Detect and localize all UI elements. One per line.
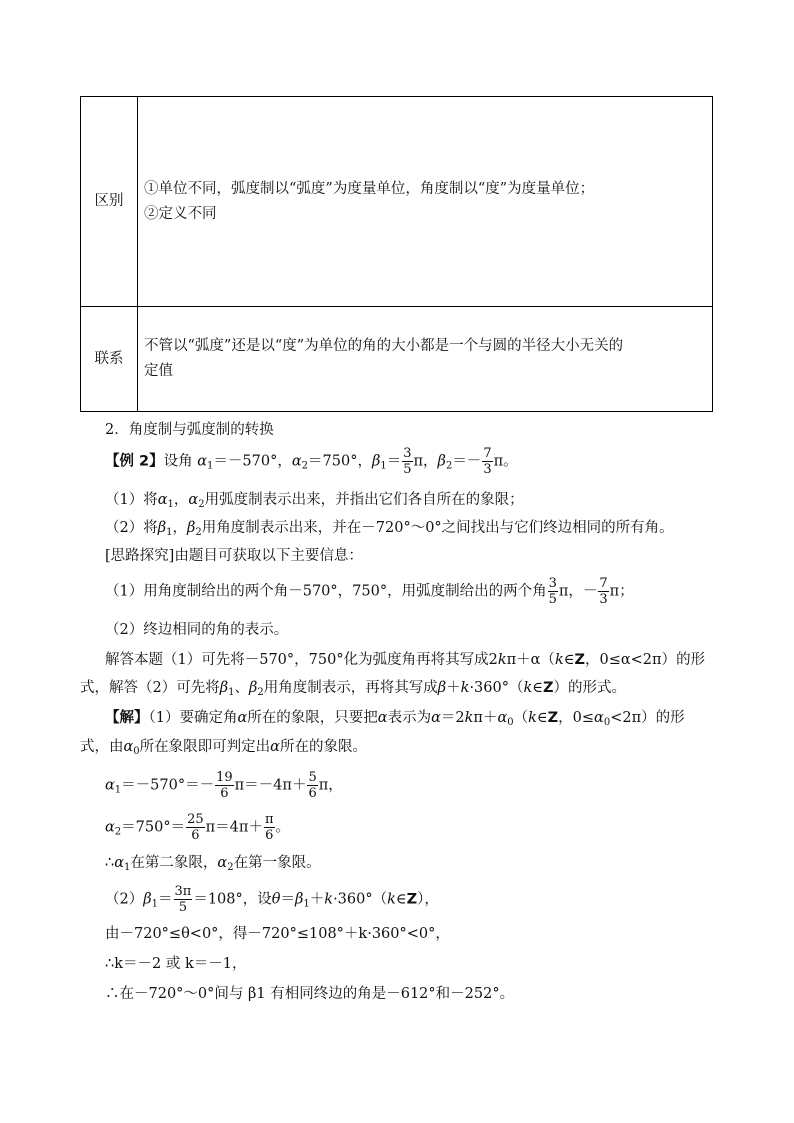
alpha1-conversion: $\alpha_1=-570^\circ=-$ $\frac{19}{6}$ π＝－4π＋ $\frac{5}{6}$ π，: [105, 770, 343, 801]
difference-line-2: ②定义不同: [144, 205, 217, 222]
connection-line-1: 不管以“弧度”还是以“度”为单位的角的大小都是一个与圆的半径大小无关的: [144, 338, 624, 354]
connection-line-2: 定值: [144, 363, 173, 379]
row-content-connection: [138, 307, 713, 412]
question-1: （1）将$\alpha_1$，$\alpha_2$用弧度制表示出来，并指出它们各自所在的象限；: [105, 492, 524, 510]
inequality-line: 由－720°≤θ<0°，得－720°≤108°＋k·360°<0°，: [105, 926, 450, 942]
part2-text: ＝108°，设: [193, 891, 272, 908]
row-label-connection: 联系: [81, 307, 138, 412]
beta1-conversion: $(2)\beta_1=$ $\frac{3\pi}{5}$ ＝108°，设$\theta=\beta_1+k\cdot 360^\circ(k\in Z)$，: [105, 884, 439, 915]
section-title: 2．角度制与弧度制的转换: [105, 422, 274, 438]
conclusion-1: 在第二象限，: [130, 855, 218, 871]
q2-prefix: （2）将: [105, 520, 158, 536]
p3-end: 的形: [676, 652, 706, 668]
alpha2-conversion: $\alpha_2=750^\circ=$ $\frac{25}{6}$ π＝4π＋ $\frac{\pi}{6}$ 。: [105, 812, 290, 843]
s2a: 式，由: [80, 739, 124, 755]
example-tag: 【例 2】: [105, 453, 164, 470]
k-values-line: ∴k＝－2 或 k＝－1，: [105, 956, 247, 972]
s1c: 表示为: [387, 710, 432, 726]
s1d: 的形: [655, 710, 685, 726]
thinking-point-2: （2）终边相同的角的表示。: [105, 622, 289, 638]
thinking-paragraph-line-1: 解答本题（1）可先将－570°，750°化为弧度角再将其写成2kπ＋α（k∈Z，0≤α<2π）的形: [105, 652, 706, 668]
comparison-table: [80, 96, 713, 412]
q2-text: 用角度制表示出来，并在－720°～0°之间找出与它们终边相同的所有角。: [201, 520, 674, 536]
table-row-difference: [81, 97, 713, 307]
question-2: （2）将$\beta_1$，$\beta_2$用角度制表示出来，并在－720°～0°之间找出与它们终边相同的所有角。: [105, 520, 674, 538]
q1-prefix: （1）将: [105, 492, 158, 508]
thinking-point-1: （1）用角度制给出的两个角－570°，750°，用弧度制给出的两个角 $\frac{3}{5}$ π，－ $\frac{7}{3}$ π；: [105, 576, 634, 607]
example-statement: 【例 2】设角 $\alpha_1=-570^\circ$，$\alpha_2=750^\circ$，$\beta_1=$ $\frac{3}{5}$ π，$\beta_2=-$ $\frac{7}{3}$ π。: [105, 446, 518, 477]
final-answer-line: ∴在－720°～0°间与 β1 有相同终边的角是－612°和－252°。: [105, 986, 515, 1002]
row-label-difference: 区别: [81, 97, 138, 307]
solution-line-1: 【解】（1）要确定角α所在的象限，只要把α表示为$\alpha=2k\pi+\alpha_0(k\in Z$，$0\le\alpha_0<2\pi$）的形: [105, 710, 685, 728]
p4-mid: 用角度制表示，再将其写成: [263, 680, 438, 696]
fraction-3-5: $\frac{3}{5}$: [403, 446, 412, 477]
s2c: 所在的象限。: [279, 739, 367, 755]
row-content-difference: [138, 97, 713, 307]
example-intro: 设角: [163, 453, 193, 470]
difference-line-1: ①单位不同，弧度制以“弧度”为度量单位，角度制以“度”为度量单位；: [144, 180, 595, 197]
thinking-p1-text: （1）用角度制给出的两个角－570°，750°，用弧度制给出的两个角: [105, 583, 547, 600]
fraction-7-3: $\frac{7}{3}$: [483, 446, 492, 477]
table-row-connection: [81, 307, 713, 412]
s2b: 所在象限即可判定出: [139, 739, 271, 755]
thinking-paragraph-line-2: 式，解答（2）可先将$\beta_1$、$\beta_2$用角度制表示，再将其写成β＋k·360°（k∈Z）的形式。: [80, 680, 627, 698]
p4-text: 式，解答（2）可先将: [80, 680, 220, 696]
thinking-header: [思路探究]由题目可获取以下主要信息：: [105, 548, 363, 564]
q1-text: 用弧度制表示出来，并指出它们各自所在的象限；: [204, 492, 524, 508]
solution-tag: 【解】: [105, 710, 149, 726]
part2-prefix: （2）: [105, 891, 144, 908]
quadrant-conclusion: $\therefore\alpha_1$在第二象限，$\alpha_2$在第一象限。: [105, 855, 321, 873]
solution-line-2: 式，由$\alpha_0$所在象限即可判定出α所在的象限。: [80, 739, 367, 757]
s1b: 所在的象限，只要把: [247, 710, 378, 726]
p3-text: 解答本题（1）可先将－570°，750°化为弧度角再将其写成: [105, 652, 489, 668]
s1a: （1）要确定角: [148, 710, 238, 726]
p4-end: 的形式。: [568, 680, 627, 696]
conclusion-2: 在第一象限。: [233, 855, 321, 871]
